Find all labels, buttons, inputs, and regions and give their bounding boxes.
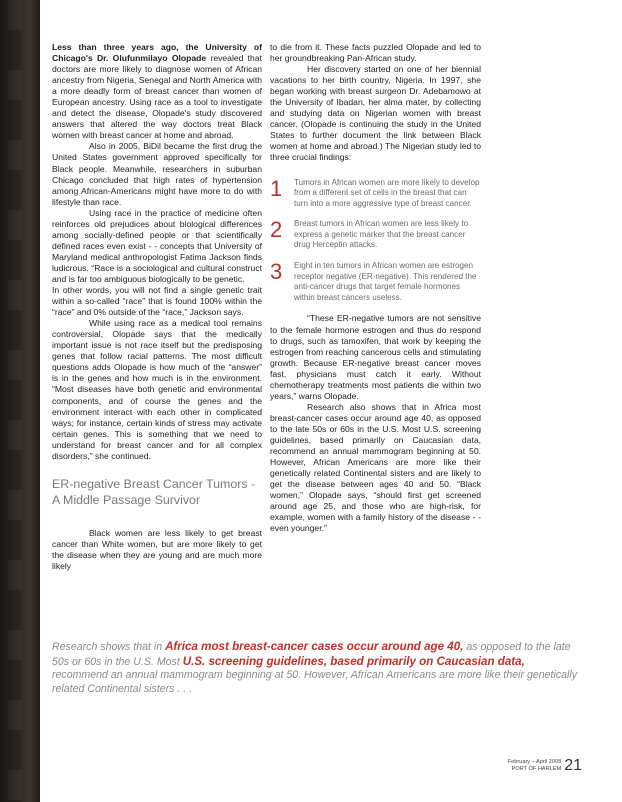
issue-date: February – April 2008 [507, 759, 562, 765]
pull-quote-text: Research shows that in [52, 641, 166, 653]
article-intro-text: revealed that doctors are more likely to diagnose women of African ancestry from Nigeria, Senegal and North America with a more deadly form of breast cancer than women of European ancestry. Using race as a tool to investigate and detect the disease, Olopade's study discovered answers that altered the way doctors treat Black women with breast cancer at home and abroad. [52, 53, 263, 141]
article-intro-paragraph [52, 42, 262, 141]
article-paragraph: Research also shows that in Africa most breast-cancer cases occur around age 40, as opposed to the late 50s or 60s in the U.S. Most U.S. screening guidelines, based primarily on Caucasian data, recommend an annual mammogram beginning at 50. However, African Americans are more like their genetically related Continental sisters and are likely to get the disease between ages 40 and 50. “Black women,” Olopade says, “should first get screened around age 25, and those who are high-risk, for example, women with a family history of the disease - - even younger.” [270, 401, 481, 534]
publication-name: PORT OF HARLEM [511, 766, 562, 772]
article-lead-in: Less than three years ago, the University of Chicago's Dr. Olufunmilayo Olopade [52, 42, 262, 64]
page-spine-shadow [0, 0, 40, 802]
finding-item [270, 175, 481, 210]
pull-quote-text: as opposed to the late 50s or 60s in the U.S. Most [52, 641, 571, 668]
finding-item [270, 219, 481, 251]
footer-meta [508, 759, 561, 773]
article-paragraph: Also in 2005, BiDil became the first drug the United States government approved specifically for Black people. Meanwhile, researchers in suburban Chicago concluded that high rates of hypertension among African-Americans might have more to do with lifestyle than race. [52, 141, 262, 207]
pull-quote-highlight: Africa most breast-cancer cases occur around age 40, [165, 640, 464, 653]
finding-text: Eight in ten tumors in African women are estrogen receptor negative (ER-negative). This rendered the anti-cancer drugs that target female hormones within breast cancers useless. [294, 261, 477, 302]
article-left-column [52, 42, 262, 572]
finding-text: Breast tumors in African women are less likely to express a genetic marker that the breast cancer drug Herceptin attacks. [294, 219, 469, 250]
pull-quote-text: recommend an annual mammogram beginning at 50. However, African Americans are more like their genetically related Continental sisters . . . [52, 669, 578, 695]
article-paragraph: to die from it. These facts puzzled Olopade and led to her groundbreaking Pan-African study. [270, 42, 481, 64]
section-subheading: ER-negative Breast Cancer Tumors - A Middle Passage Survivor [52, 476, 256, 507]
pull-quote [52, 640, 582, 696]
article-paragraph: Black women are less likely to get breast cancer than White women, but are more likely to get the disease when they are young and are much more likely [52, 527, 262, 571]
article-paragraph: In other words, you will not find a single genetic trait within a so-called “race” that is found 100% within the “race” and 0% outside of the “race,” Jackson says. [52, 285, 262, 318]
article-paragraph: “These ER-negative tumors are not sensitive to the female hormone estrogen and thus do respond to drugs, such as tamoxifen, that work by keeping the estrogen from reaching cancerous cells and stimulating growth. Because ER-negative breast cancer moves fast, physicians must catch it early. Without chemotherapy treatments most patients die within two years,” warns Olopade. [270, 313, 481, 401]
page-footer [508, 758, 582, 774]
finding-number: 1 [270, 175, 283, 201]
finding-number: 3 [270, 259, 283, 285]
finding-number: 2 [270, 217, 283, 243]
pull-quote-highlight: U.S. screening guidelines, based primarily on Caucasian data, [182, 654, 525, 668]
finding-item [270, 261, 481, 303]
article-paragraph: Using race in the practice of medicine often reinforces old prejudices about biological differences among socially-defined people or that scientifically defined races even exist - - concepts that University of Maryland medical anthropologist Fatima Jackson finds ludicrous. “Race is a sociological and cultural construct and is far too ambiguous biologically to be genetic. [52, 207, 262, 284]
finding-text: Tumors in African women are more likely to develop from a different set of cells in the breast that can turn into a more aggressive type of breast cancer. [294, 177, 480, 208]
article-right-column [270, 42, 481, 534]
article-paragraph: While using race as a medical tool remains controversial, Olopade says that the medically important issue is not race itself but the predisposing genes that follow racial patterns. The most difficult questions adds Olopade is how much of the “answer” is in the genes and how much is in the environment. “Most diseases have both genetic and environmental components, and of course the genes and the environment interact with each other in complicated ways; for instance, certain kinds of stress may activate certain genes. This is something that we need to understand for breast cancer and for all complex disorders,” she continued. [52, 318, 262, 461]
page-number: 21 [564, 757, 582, 774]
article-paragraph: Her discovery started on one of her biennial vacations to her birth country, Nigeria. In 1997, she began working with breast surgeon Dr. Adebamowo at the University of Ibadan, her alma mater, by collecting and studying data on Nigerian women with breast cancer. (Olopade is continuing the study in the United States to further document the link between Black women at home and abroad.) The Nigerian study led to three crucial findings: [270, 64, 481, 163]
